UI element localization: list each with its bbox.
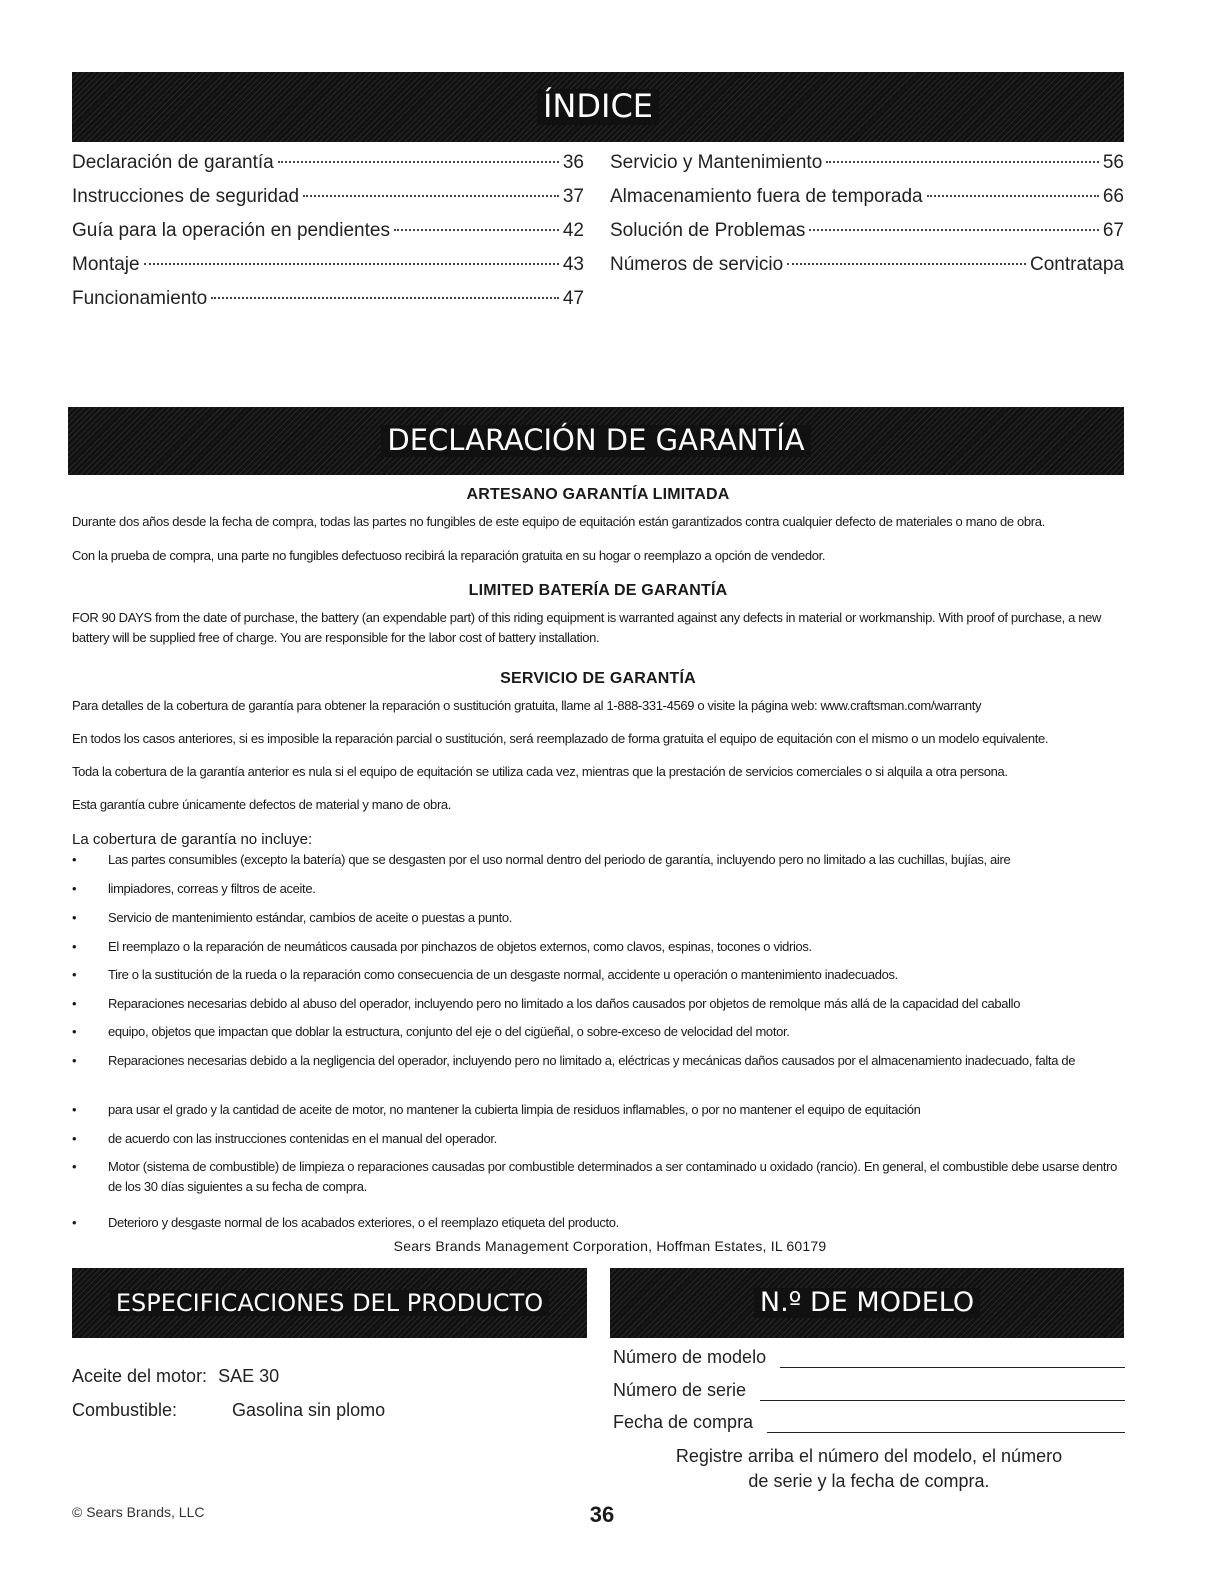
list-item: • Motor (sistema de combustible) de limpieza o reparaciones causadas por combustible determinados a ser contaminado u oxidado (rancio). En general, el combustible debe usarse dentro de los 30 días siguientes a su fecha de compra. bbox=[72, 1159, 1117, 1194]
toc-entry[interactable]: Guía para la operación en pendientes 42 bbox=[72, 220, 584, 241]
list-item: • Las partes consumibles (excepto la batería) que se desgasten por el uso normal dentro del periodo de garantía, incluyendo pero no limitado a las cuchillas, bujías, aire bbox=[72, 852, 1011, 867]
specs-title: ESPECIFICACIONES DEL PRODUCTO bbox=[110, 1290, 549, 1316]
copyright: © Sears Brands, LLC bbox=[72, 1504, 205, 1520]
paragraph: Para detalles de la cobertura de garantía para obtener la reparación o sustitución gratuita, llame al 1-888-331-4569 o visite la página web: www.craftsman.com/warranty bbox=[72, 698, 982, 713]
paragraph: Con la prueba de compra, una parte no fungibles defectuoso recibirá la reparación gratuita en su hogar o reemplazo a opción de vendedor. bbox=[72, 548, 826, 563]
section-heading: SERVICIO DE GARANTÍA bbox=[500, 670, 696, 687]
page-number: 36 bbox=[589, 1502, 615, 1527]
toc-entry[interactable]: Declaración de garantía 36 bbox=[72, 152, 584, 173]
purchase-date-field[interactable]: Fecha de compra bbox=[613, 1412, 1125, 1433]
specs-banner bbox=[72, 1268, 587, 1338]
toc-entry[interactable]: Almacenamiento fuera de temporada 66 bbox=[610, 186, 1124, 207]
paragraph: Durante dos años desde la fecha de compra, todas las partes no fungibles de este equipo de equitación están garantizados contra cualquier defecto de materiales o mano de obra. bbox=[72, 514, 1045, 529]
list-item: • Reparaciones necesarias debido al abuso del operador, incluyendo pero no limitado a los daños causados por objetos de remolque más allá de la capacidad del caballo bbox=[72, 996, 1021, 1011]
list-item: • Servicio de mantenimiento estándar, cambios de aceite o puestas a punto. bbox=[72, 910, 513, 925]
list-item: • de acuerdo con las instrucciones contenidas en el manual del operador. bbox=[72, 1131, 497, 1146]
model-title: N.º DE MODELO bbox=[754, 1288, 980, 1318]
model-number-field[interactable]: Número de modelo bbox=[613, 1347, 1125, 1368]
spec-row-oil: Aceite del motor: SAE 30 bbox=[72, 1366, 280, 1386]
paragraph: Toda la cobertura de la garantía anterior es nula si el equipo de equitación se utiliza cada vez, mientras que la prestación de servicios comerciales o si alquila a otra persona. bbox=[72, 764, 1008, 779]
toc-entry[interactable]: Solución de Problemas 67 bbox=[610, 220, 1124, 241]
model-banner bbox=[610, 1268, 1124, 1338]
list-item: • Tire o la sustitución de la rueda o la reparación como consecuencia de un desgaste normal, accidente u operación o mantenimiento inadecuados. bbox=[72, 967, 898, 982]
paragraph: Esta garantía cubre únicamente defectos de material y mano de obra. bbox=[72, 797, 452, 812]
garantia-banner bbox=[68, 407, 1124, 475]
model-note: Registre arriba el número del modelo, el número de serie y la fecha de compra. bbox=[675, 1446, 1063, 1491]
paragraph: En todos los casos anteriores, si es imposible la reparación parcial o sustitución, será reemplazado de forma gratuita el equipo de equitación con el mismo o un modelo equivalente. bbox=[72, 731, 1049, 746]
serial-number-field[interactable]: Número de serie bbox=[613, 1380, 1125, 1401]
garantia-title: DECLARACIÓN DE GARANTÍA bbox=[381, 425, 810, 457]
spec-row-fuel: Combustible: Gasolina sin plomo bbox=[72, 1400, 386, 1420]
toc-entry[interactable]: Números de servicio Contratapa bbox=[610, 254, 1124, 275]
list-item: • equipo, objetos que impactan que doblar la estructura, conjunto del eje o del cigüeñal, o sobre-exceso de velocidad del motor. bbox=[72, 1024, 790, 1039]
indice-title: ÍNDICE bbox=[537, 89, 659, 124]
list-item: • Reparaciones necesarias debido a la negligencia del operador, incluyendo pero no limitado a, eléctricas y mecánicas daños causados por el almacenamiento inadecuado, falta de bbox=[72, 1053, 1076, 1068]
section-heading: LIMITED BATERÍA DE GARANTÍA bbox=[468, 582, 728, 599]
toc-entry[interactable]: Funcionamiento 47 bbox=[72, 288, 584, 309]
list-item: • Deterioro y desgaste normal de los acabados exteriores, o el reemplazo etiqueta del producto. bbox=[72, 1215, 619, 1230]
section-heading: ARTESANO GARANTÍA LIMITADA bbox=[466, 486, 730, 503]
toc-entry[interactable]: Servicio y Mantenimiento 56 bbox=[610, 152, 1124, 173]
list-item: • para usar el grado y la cantidad de aceite de motor, no mantener la cubierta limpia de residuos inflamables, o por no mantener el equipo de equitación bbox=[72, 1102, 921, 1117]
list-item: • limpiadores, correas y filtros de aceite. bbox=[72, 881, 316, 896]
exclusions-intro: La cobertura de garantía no incluye: bbox=[72, 831, 313, 848]
company-address: Sears Brands Management Corporation, Hoffman Estates, IL 60179 bbox=[393, 1238, 827, 1254]
toc-entry[interactable]: Montaje 43 bbox=[72, 254, 584, 275]
paragraph: FOR 90 DAYS from the date of purchase, the battery (an expendable part) of this riding equipment is warranted against any defects in material or workmanship. With proof of purchase, a new battery will be supplied free of charge. You are responsible for the labor cost of battery installation. bbox=[72, 610, 1102, 645]
list-item: • El reemplazo o la reparación de neumáticos causada por pinchazos de objetos externos, como clavos, espinas, tocones o vidrios. bbox=[72, 939, 812, 954]
indice-banner bbox=[72, 72, 1124, 142]
toc-entry[interactable]: Instrucciones de seguridad 37 bbox=[72, 186, 584, 207]
